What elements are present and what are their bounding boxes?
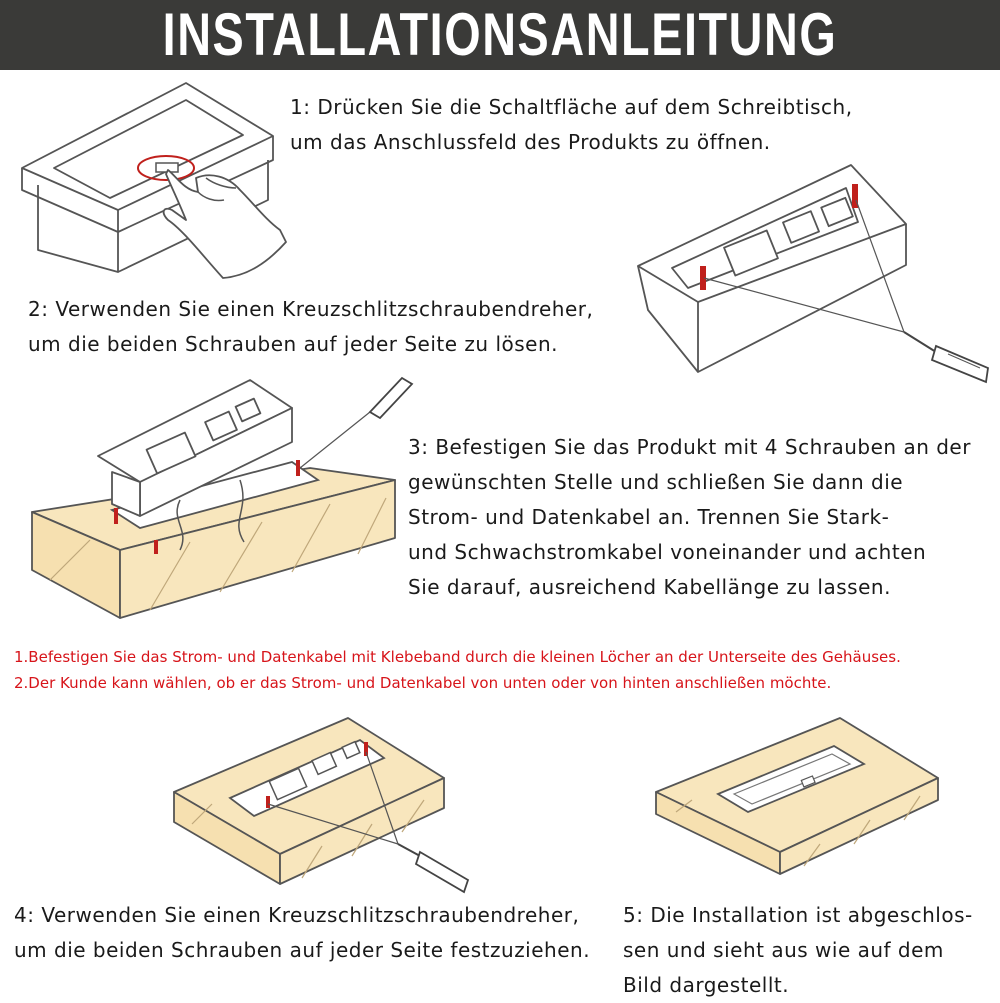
step-4-text: 4: Verwenden Sie einen Kreuzschlitzschraubendreher, um die beiden Schrauben auf jeder Seite festzuziehen. <box>14 903 591 962</box>
step1-illustration <box>18 80 293 285</box>
step3-illustration <box>30 370 415 625</box>
step-2-text: 2: Verwenden Sie einen Kreuzschlitzschraubendreher, um die beiden Schrauben auf jeder Seite zu lösen. <box>28 297 594 356</box>
step5-illustration <box>654 716 944 876</box>
step4-illustration <box>172 716 472 896</box>
step-1-text: 1: Drücken Sie die Schaltfläche auf dem Schreibtisch, um das Anschlussfeld des Produkts zu öffnen. <box>290 95 853 154</box>
step-3-text: 3: Befestigen Sie das Produkt mit 4 Schrauben an der gewünschten Stelle und schließen Sie dann die Strom- und Datenkabel an. Trennen Sie Stark- und Schwachstromkabel voneinander und achten Sie darauf, ausreichend Kabellänge zu lassen. <box>408 435 971 599</box>
step2-illustration <box>636 160 996 385</box>
page-title: INSTALLATIONSANLEITUNG <box>162 1 838 68</box>
note-2: 2.Der Kunde kann wählen, ob er das Strom- und Datenkabel von unten oder von hinten anschließen möchte. <box>14 674 832 692</box>
note-1: 1.Befestigen Sie das Strom- und Datenkabel mit Klebeband durch die kleinen Löcher an der Unterseite des Gehäuses. <box>14 648 901 666</box>
step-5-text: 5: Die Installation ist abgeschlos- sen und sieht aus wie auf dem Bild dargestellt. <box>623 903 973 997</box>
